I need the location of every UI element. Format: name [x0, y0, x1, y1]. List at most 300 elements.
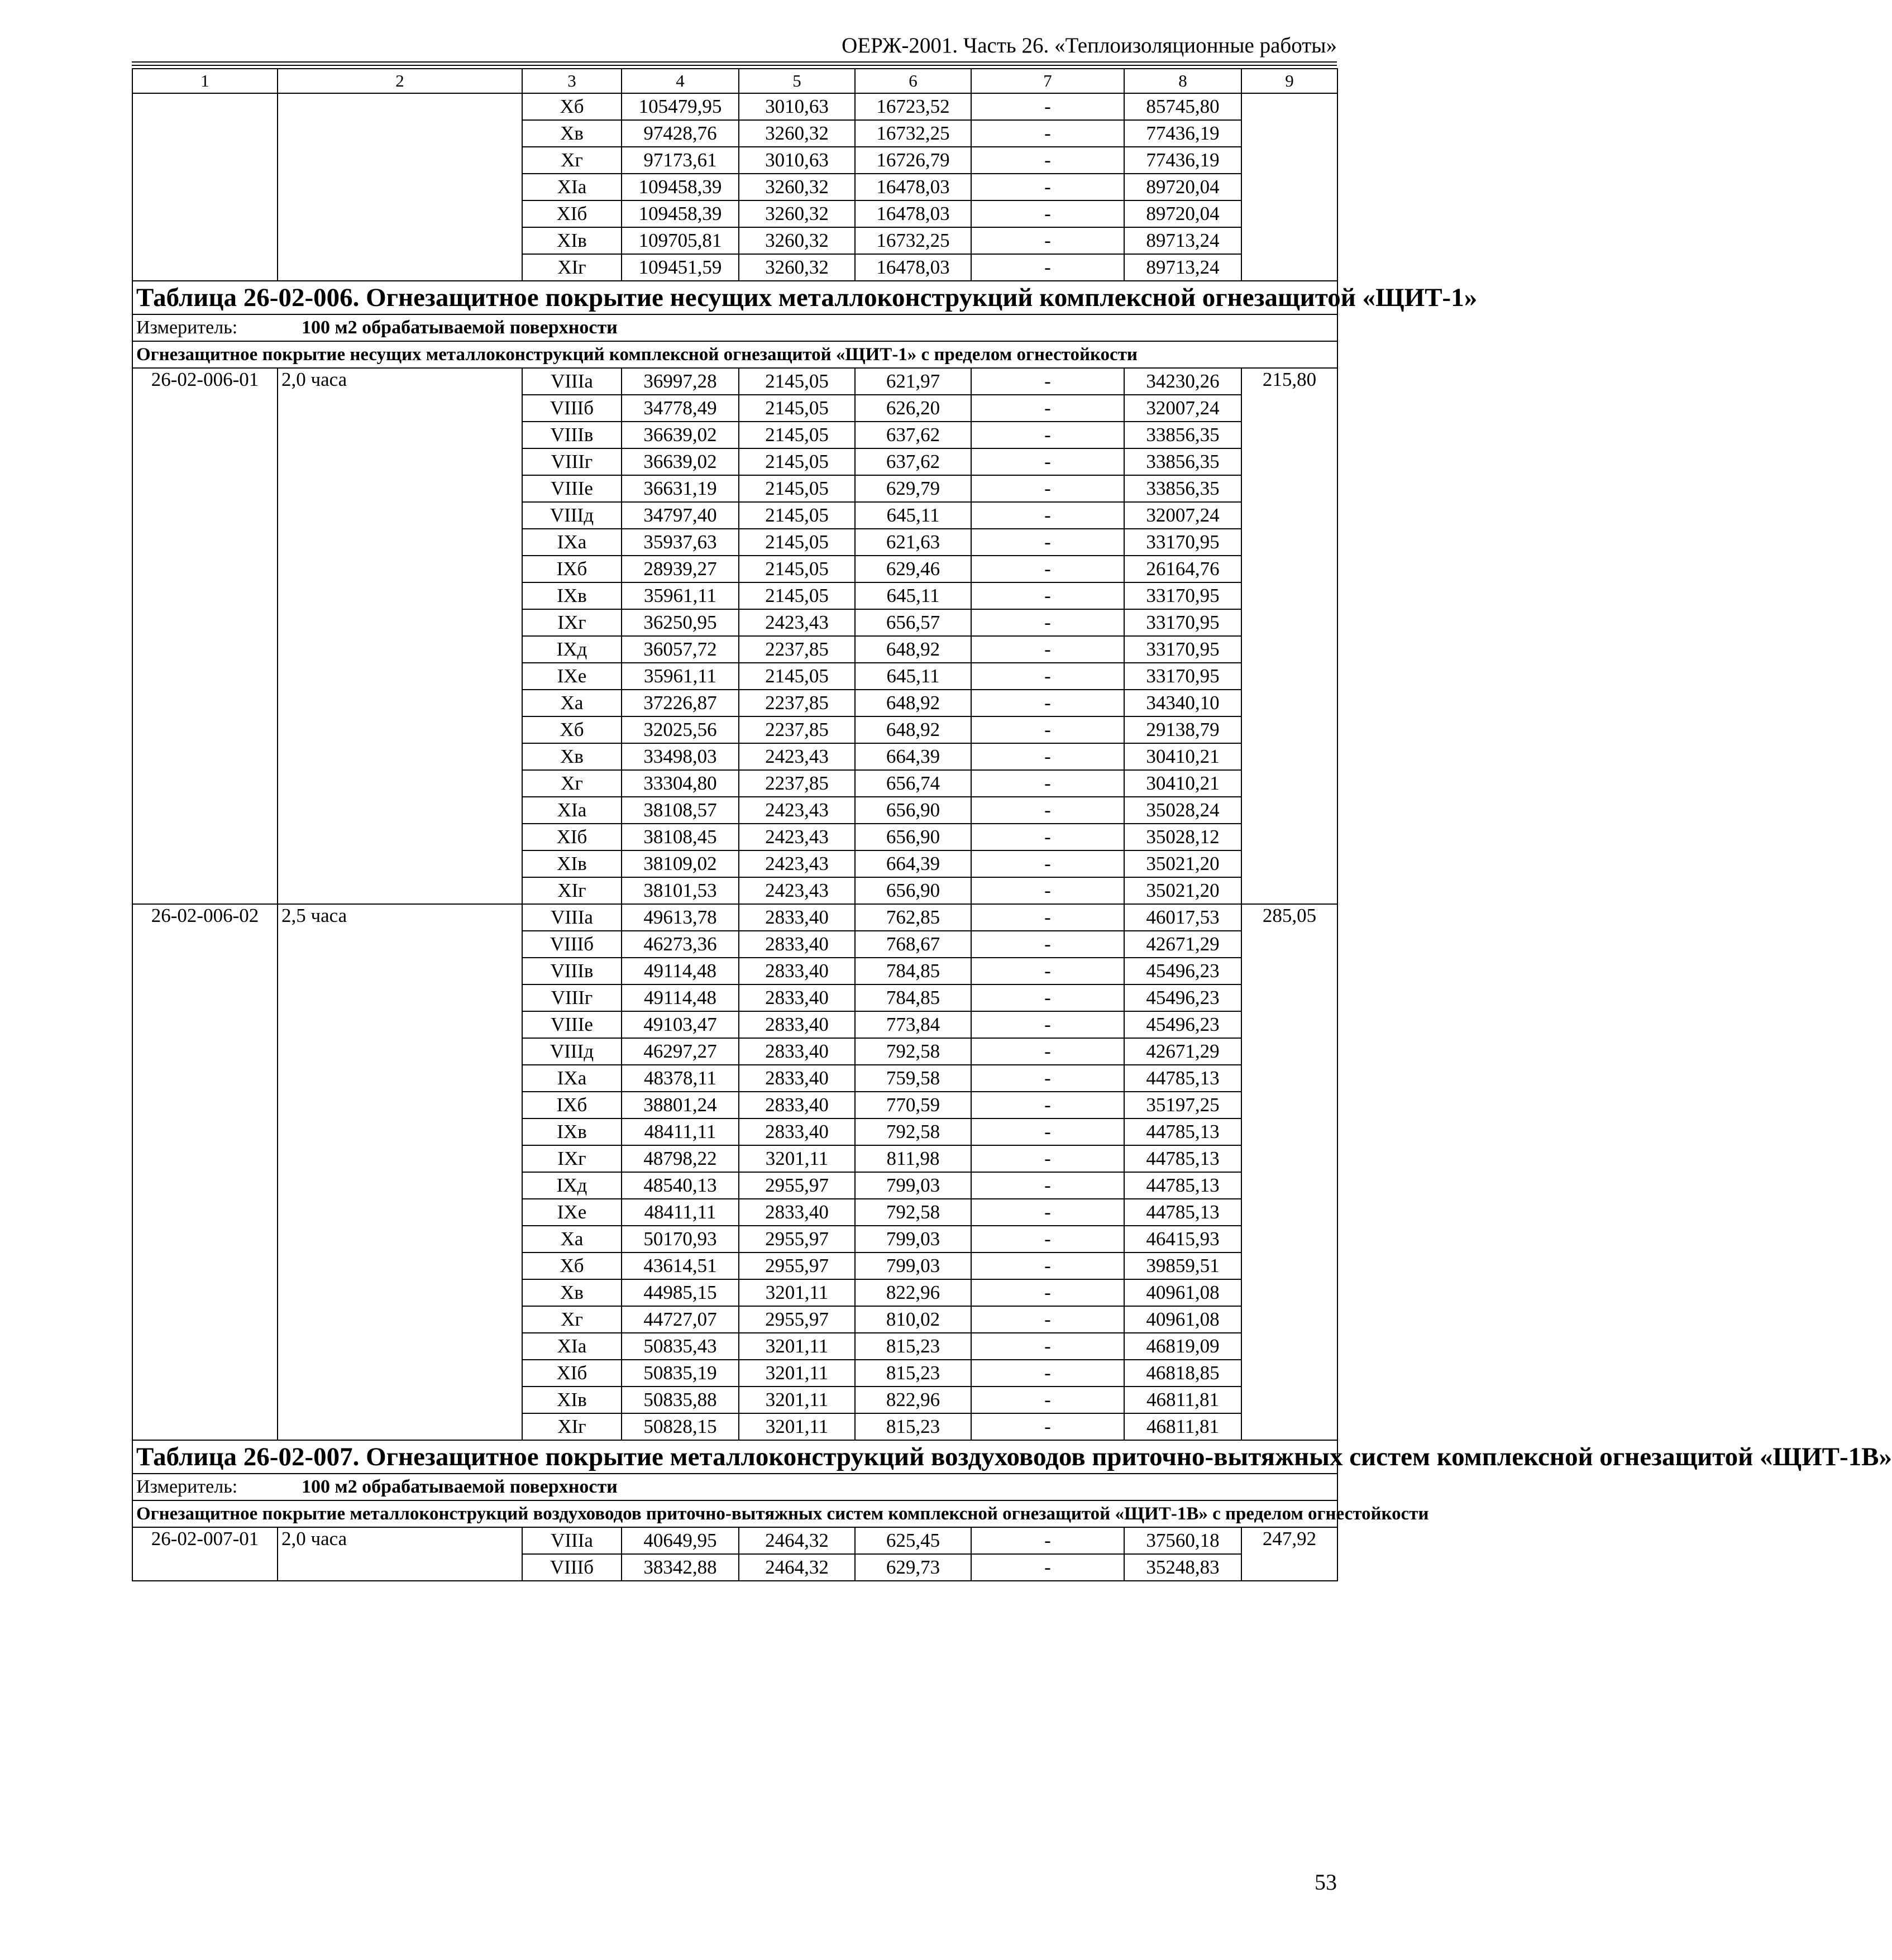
labor-cost-cell [1241, 1092, 1337, 1118]
wages-cell: 2955,97 [739, 1172, 855, 1199]
total-cost-cell: 49114,48 [622, 984, 739, 1011]
zone-cell: VIIIб [522, 1554, 622, 1581]
materials-cell: 33856,35 [1124, 422, 1241, 448]
total-cost-cell: 34778,49 [622, 395, 739, 422]
materials-cell: 34230,26 [1124, 368, 1241, 395]
total-cost-cell: 38342,88 [622, 1554, 739, 1581]
machinist-wages-cell: - [971, 984, 1124, 1011]
materials-cell: 39859,51 [1124, 1253, 1241, 1279]
wages-cell: 2833,40 [739, 1092, 855, 1118]
machinist-wages-cell: - [971, 824, 1124, 850]
labor-cost-cell [1241, 529, 1337, 556]
zone-cell: Xг [522, 770, 622, 797]
materials-cell: 32007,24 [1124, 502, 1241, 529]
zone-cell: IXг [522, 609, 622, 636]
total-cost-cell: 46297,27 [622, 1038, 739, 1065]
wages-cell: 2423,43 [739, 824, 855, 850]
table-row [132, 227, 1337, 254]
meter-cell [132, 1474, 1337, 1500]
wages-cell: 3260,32 [739, 254, 855, 281]
zone-cell: VIIIв [522, 958, 622, 984]
labor-cost-cell [1241, 1387, 1337, 1413]
table-row [132, 1145, 1337, 1172]
labor-cost-cell [1241, 797, 1337, 824]
labor-cost-cell [1241, 1118, 1337, 1145]
zone-cell: Xа [522, 690, 622, 716]
column-number: 6 [855, 69, 971, 93]
page-number: 53 [1315, 1870, 1337, 1895]
code-cell [132, 1065, 278, 1092]
description-cell [278, 1360, 522, 1387]
machinist-wages-cell: - [971, 1554, 1124, 1581]
code-cell [132, 663, 278, 690]
materials-cell: 85745,80 [1124, 93, 1241, 120]
description-cell [278, 931, 522, 958]
code-cell [132, 1011, 278, 1038]
materials-cell: 46017,53 [1124, 904, 1241, 931]
total-cost-cell: 35961,11 [622, 663, 739, 690]
code-cell [132, 93, 278, 120]
description-cell [278, 1554, 522, 1581]
table-row [132, 395, 1337, 422]
code-cell [132, 1387, 278, 1413]
labor-cost-cell [1241, 743, 1337, 770]
wages-cell: 2833,40 [739, 1199, 855, 1226]
total-cost-cell: 36639,02 [622, 422, 739, 448]
table-row [132, 690, 1337, 716]
materials-cell: 77436,19 [1124, 120, 1241, 147]
labor-cost-cell [1241, 1253, 1337, 1279]
machines-cell: 16732,25 [855, 120, 971, 147]
code-cell [132, 1092, 278, 1118]
total-cost-cell: 50835,88 [622, 1387, 739, 1413]
machinist-wages-cell: - [971, 1118, 1124, 1145]
description-cell [278, 1333, 522, 1360]
materials-cell: 35021,20 [1124, 877, 1241, 904]
zone-cell: VIIIд [522, 502, 622, 529]
materials-cell: 34340,10 [1124, 690, 1241, 716]
header-rule [132, 61, 1337, 63]
description-cell [278, 797, 522, 824]
column-number: 1 [132, 69, 278, 93]
machines-cell: 629,73 [855, 1554, 971, 1581]
machines-cell: 664,39 [855, 850, 971, 877]
zone-cell: XIа [522, 174, 622, 200]
total-cost-cell: 48798,22 [622, 1145, 739, 1172]
labor-cost-cell [1241, 824, 1337, 850]
machinist-wages-cell: - [971, 1333, 1124, 1360]
total-cost-cell: 36997,28 [622, 368, 739, 395]
total-cost-cell: 105479,95 [622, 93, 739, 120]
materials-cell: 40961,08 [1124, 1306, 1241, 1333]
total-cost-cell: 50170,93 [622, 1226, 739, 1253]
description-cell [278, 1387, 522, 1413]
code-cell [132, 797, 278, 824]
wages-cell: 2423,43 [739, 877, 855, 904]
total-cost-cell: 109451,59 [622, 254, 739, 281]
total-cost-cell: 38108,45 [622, 824, 739, 850]
materials-cell: 46819,09 [1124, 1333, 1241, 1360]
description-cell [278, 1226, 522, 1253]
machinist-wages-cell: - [971, 254, 1124, 281]
machinist-wages-cell: - [971, 1199, 1124, 1226]
machines-cell: 656,90 [855, 824, 971, 850]
description-cell: 2,5 часа [278, 904, 522, 931]
code-cell [132, 254, 278, 281]
materials-cell: 45496,23 [1124, 984, 1241, 1011]
total-cost-cell: 49114,48 [622, 958, 739, 984]
table-row [132, 984, 1337, 1011]
machinist-wages-cell: - [971, 1306, 1124, 1333]
code-cell [132, 877, 278, 904]
code-cell [132, 1038, 278, 1065]
description-cell [278, 475, 522, 502]
zone-cell: VIIIг [522, 448, 622, 475]
meter-row [132, 1474, 1337, 1500]
table-title: Таблица 26-02-006. Огнезащитное покрытие несущих металлоконструкций комплексной огнезащитой «ЩИТ-1» [132, 281, 1337, 314]
zone-cell: VIIIв [522, 422, 622, 448]
meter-row [132, 314, 1337, 341]
machines-cell: 762,85 [855, 904, 971, 931]
meter-value: 100 м2 обрабатываемой поверхности [302, 1476, 618, 1497]
description-cell [278, 770, 522, 797]
machinist-wages-cell: - [971, 663, 1124, 690]
description-cell [278, 147, 522, 174]
description-cell [278, 958, 522, 984]
labor-cost-cell [1241, 174, 1337, 200]
wages-cell: 2955,97 [739, 1226, 855, 1253]
machines-cell: 648,92 [855, 716, 971, 743]
total-cost-cell: 48411,11 [622, 1118, 739, 1145]
subheading-row [132, 1500, 1337, 1527]
machines-cell: 822,96 [855, 1279, 971, 1306]
description-cell [278, 582, 522, 609]
machinist-wages-cell: - [971, 1145, 1124, 1172]
description-cell [278, 1092, 522, 1118]
total-cost-cell: 32025,56 [622, 716, 739, 743]
machinist-wages-cell: - [971, 1360, 1124, 1387]
machinist-wages-cell: - [971, 850, 1124, 877]
zone-cell: IXа [522, 529, 622, 556]
description-cell [278, 200, 522, 227]
description-cell [278, 636, 522, 663]
wages-cell: 3201,11 [739, 1279, 855, 1306]
total-cost-cell: 49613,78 [622, 904, 739, 931]
table-row [132, 502, 1337, 529]
materials-cell: 35197,25 [1124, 1092, 1241, 1118]
total-cost-cell: 36057,72 [622, 636, 739, 663]
table-row [132, 254, 1337, 281]
meter-cell [132, 314, 1337, 341]
code-cell [132, 1413, 278, 1440]
wages-cell: 2423,43 [739, 797, 855, 824]
total-cost-cell: 97173,61 [622, 147, 739, 174]
machines-cell: 625,45 [855, 1527, 971, 1554]
description-cell [278, 502, 522, 529]
materials-cell: 35248,83 [1124, 1554, 1241, 1581]
description-cell [278, 1199, 522, 1226]
labor-cost-cell [1241, 1065, 1337, 1092]
code-cell [132, 824, 278, 850]
description-cell [278, 1038, 522, 1065]
table-row [132, 770, 1337, 797]
machines-cell: 648,92 [855, 690, 971, 716]
table-row [132, 475, 1337, 502]
description-cell [278, 850, 522, 877]
norms-table [132, 68, 1892, 1581]
labor-cost-cell [1241, 422, 1337, 448]
description-cell [278, 1253, 522, 1279]
machinist-wages-cell: - [971, 1387, 1124, 1413]
code-cell [132, 1279, 278, 1306]
code-cell [132, 395, 278, 422]
materials-cell: 77436,19 [1124, 147, 1241, 174]
machinist-wages-cell: - [971, 609, 1124, 636]
wages-cell: 3260,32 [739, 174, 855, 200]
code-cell: 26-02-006-01 [132, 368, 278, 395]
total-cost-cell: 38108,57 [622, 797, 739, 824]
zone-cell: XIг [522, 254, 622, 281]
machines-cell: 16732,25 [855, 227, 971, 254]
labor-cost-cell [1241, 1554, 1337, 1581]
zone-cell: IXб [522, 556, 622, 582]
machines-cell: 645,11 [855, 582, 971, 609]
table-row [132, 850, 1337, 877]
zone-cell: XIв [522, 850, 622, 877]
machines-cell: 784,85 [855, 958, 971, 984]
description-cell [278, 254, 522, 281]
machines-cell: 811,98 [855, 1145, 971, 1172]
description-cell [278, 174, 522, 200]
description-cell [278, 877, 522, 904]
code-cell [132, 422, 278, 448]
table-body [132, 69, 1892, 1581]
machinist-wages-cell: - [971, 1092, 1124, 1118]
machinist-wages-cell: - [971, 174, 1124, 200]
wages-cell: 3010,63 [739, 147, 855, 174]
zone-cell: Xб [522, 1253, 622, 1279]
machines-cell: 637,62 [855, 448, 971, 475]
labor-cost-cell [1241, 254, 1337, 281]
code-cell [132, 636, 278, 663]
description-cell [278, 422, 522, 448]
total-cost-cell: 48540,13 [622, 1172, 739, 1199]
zone-cell: VIIIе [522, 475, 622, 502]
machinist-wages-cell: - [971, 529, 1124, 556]
table-row [132, 1413, 1337, 1440]
materials-cell: 89713,24 [1124, 254, 1241, 281]
machines-cell: 645,11 [855, 502, 971, 529]
labor-cost-cell [1241, 475, 1337, 502]
labor-cost-cell: 247,92 [1241, 1527, 1337, 1554]
description-cell [278, 1279, 522, 1306]
materials-cell: 46415,93 [1124, 1226, 1241, 1253]
code-cell [132, 529, 278, 556]
machines-cell: 656,57 [855, 609, 971, 636]
subheading-row [132, 341, 1337, 368]
materials-cell: 89720,04 [1124, 200, 1241, 227]
code-cell [132, 120, 278, 147]
total-cost-cell: 35937,63 [622, 529, 739, 556]
wages-cell: 2423,43 [739, 743, 855, 770]
wages-cell: 3201,11 [739, 1145, 855, 1172]
machinist-wages-cell: - [971, 368, 1124, 395]
machinist-wages-cell: - [971, 1011, 1124, 1038]
wages-cell: 3260,32 [739, 200, 855, 227]
table-row [132, 609, 1337, 636]
materials-cell: 44785,13 [1124, 1172, 1241, 1199]
description-cell [278, 227, 522, 254]
table-row [132, 1199, 1337, 1226]
code-cell [132, 556, 278, 582]
description-cell [278, 1172, 522, 1199]
labor-cost-cell: 215,80 [1241, 368, 1337, 395]
wages-cell: 2145,05 [739, 556, 855, 582]
column-number: 2 [278, 69, 522, 93]
labor-cost-cell [1241, 227, 1337, 254]
zone-cell: IXв [522, 1118, 622, 1145]
wages-cell: 2833,40 [739, 958, 855, 984]
materials-cell: 33170,95 [1124, 529, 1241, 556]
zone-cell: IXе [522, 1199, 622, 1226]
description-cell [278, 1065, 522, 1092]
wages-cell: 2237,85 [739, 770, 855, 797]
table-row [132, 1360, 1337, 1387]
materials-cell: 46811,81 [1124, 1413, 1241, 1440]
code-cell [132, 174, 278, 200]
labor-cost-cell [1241, 395, 1337, 422]
wages-cell: 2955,97 [739, 1306, 855, 1333]
labor-cost-cell [1241, 147, 1337, 174]
description-cell: 2,0 часа [278, 1527, 522, 1554]
header-rule-double [132, 65, 1337, 66]
machines-cell: 815,23 [855, 1333, 971, 1360]
labor-cost-cell [1241, 1306, 1337, 1333]
machinist-wages-cell: - [971, 1527, 1124, 1554]
page-header: ОЕРЖ-2001. Часть 26. «Теплоизоляционные работы» [842, 34, 1337, 58]
machines-cell: 770,59 [855, 1092, 971, 1118]
machines-cell: 792,58 [855, 1118, 971, 1145]
machines-cell: 16726,79 [855, 147, 971, 174]
zone-cell: XIг [522, 1413, 622, 1440]
machinist-wages-cell: - [971, 1253, 1124, 1279]
labor-cost-cell [1241, 609, 1337, 636]
code-cell [132, 200, 278, 227]
table-row [132, 1527, 1337, 1554]
table-row [132, 1172, 1337, 1199]
labor-cost-cell [1241, 1145, 1337, 1172]
code-cell [132, 958, 278, 984]
zone-cell: XIб [522, 200, 622, 227]
materials-cell: 35028,24 [1124, 797, 1241, 824]
labor-cost-cell [1241, 582, 1337, 609]
materials-cell: 40961,08 [1124, 1279, 1241, 1306]
materials-cell: 26164,76 [1124, 556, 1241, 582]
materials-cell: 89713,24 [1124, 227, 1241, 254]
table-row [132, 958, 1337, 984]
zone-cell: Xв [522, 1279, 622, 1306]
zone-cell: XIа [522, 1333, 622, 1360]
zone-cell: IXб [522, 1092, 622, 1118]
wages-cell: 3201,11 [739, 1413, 855, 1440]
table-row [132, 663, 1337, 690]
machines-cell: 822,96 [855, 1387, 971, 1413]
wages-cell: 2833,40 [739, 1011, 855, 1038]
labor-cost-cell [1241, 1333, 1337, 1360]
machinist-wages-cell: - [971, 690, 1124, 716]
table-row [132, 743, 1337, 770]
total-cost-cell: 36639,02 [622, 448, 739, 475]
code-cell [132, 1306, 278, 1333]
machines-cell: 664,39 [855, 743, 971, 770]
total-cost-cell: 34797,40 [622, 502, 739, 529]
materials-cell: 30410,21 [1124, 743, 1241, 770]
table-title-row [132, 281, 1337, 314]
materials-cell: 29138,79 [1124, 716, 1241, 743]
materials-cell: 46811,81 [1124, 1387, 1241, 1413]
materials-cell: 44785,13 [1124, 1065, 1241, 1092]
code-cell [132, 1226, 278, 1253]
materials-cell: 33856,35 [1124, 448, 1241, 475]
materials-cell: 44785,13 [1124, 1118, 1241, 1145]
machines-cell: 799,03 [855, 1226, 971, 1253]
machines-cell: 648,92 [855, 636, 971, 663]
table-title: Таблица 26-02-007. Огнезащитное покрытие металлоконструкций воздуховодов приточно-вытяжных систем комплексной огнезащитой «ЩИТ-1В» [132, 1440, 1337, 1474]
description-cell [278, 716, 522, 743]
total-cost-cell: 46273,36 [622, 931, 739, 958]
machinist-wages-cell: - [971, 716, 1124, 743]
labor-cost-cell [1241, 663, 1337, 690]
total-cost-cell: 50828,15 [622, 1413, 739, 1440]
materials-cell: 33170,95 [1124, 663, 1241, 690]
labor-cost-cell [1241, 1038, 1337, 1065]
zone-cell: XIа [522, 797, 622, 824]
labor-cost-cell [1241, 1172, 1337, 1199]
materials-cell: 32007,24 [1124, 395, 1241, 422]
description-cell [278, 1413, 522, 1440]
zone-cell: VIIIа [522, 1527, 622, 1554]
total-cost-cell: 44727,07 [622, 1306, 739, 1333]
table-row [132, 174, 1337, 200]
wages-cell: 2423,43 [739, 850, 855, 877]
wages-cell: 2145,05 [739, 663, 855, 690]
meter-label: Измеритель: [136, 317, 238, 338]
total-cost-cell: 50835,43 [622, 1333, 739, 1360]
materials-cell: 33170,95 [1124, 636, 1241, 663]
code-cell [132, 931, 278, 958]
description-cell [278, 1145, 522, 1172]
total-cost-cell: 38801,24 [622, 1092, 739, 1118]
machines-cell: 16723,52 [855, 93, 971, 120]
machinist-wages-cell: - [971, 200, 1124, 227]
labor-cost-cell [1241, 636, 1337, 663]
machines-cell: 621,97 [855, 368, 971, 395]
machines-cell: 792,58 [855, 1038, 971, 1065]
zone-cell: Xб [522, 93, 622, 120]
total-cost-cell: 38109,02 [622, 850, 739, 877]
machinist-wages-cell: - [971, 1279, 1124, 1306]
column-number: 7 [971, 69, 1124, 93]
materials-cell: 33856,35 [1124, 475, 1241, 502]
total-cost-cell: 36631,19 [622, 475, 739, 502]
labor-cost-cell: 285,05 [1241, 904, 1337, 931]
table-row [132, 422, 1337, 448]
wages-cell: 2833,40 [739, 1118, 855, 1145]
machinist-wages-cell: - [971, 904, 1124, 931]
machines-cell: 637,62 [855, 422, 971, 448]
machinist-wages-cell: - [971, 1226, 1124, 1253]
zone-cell: IXд [522, 636, 622, 663]
